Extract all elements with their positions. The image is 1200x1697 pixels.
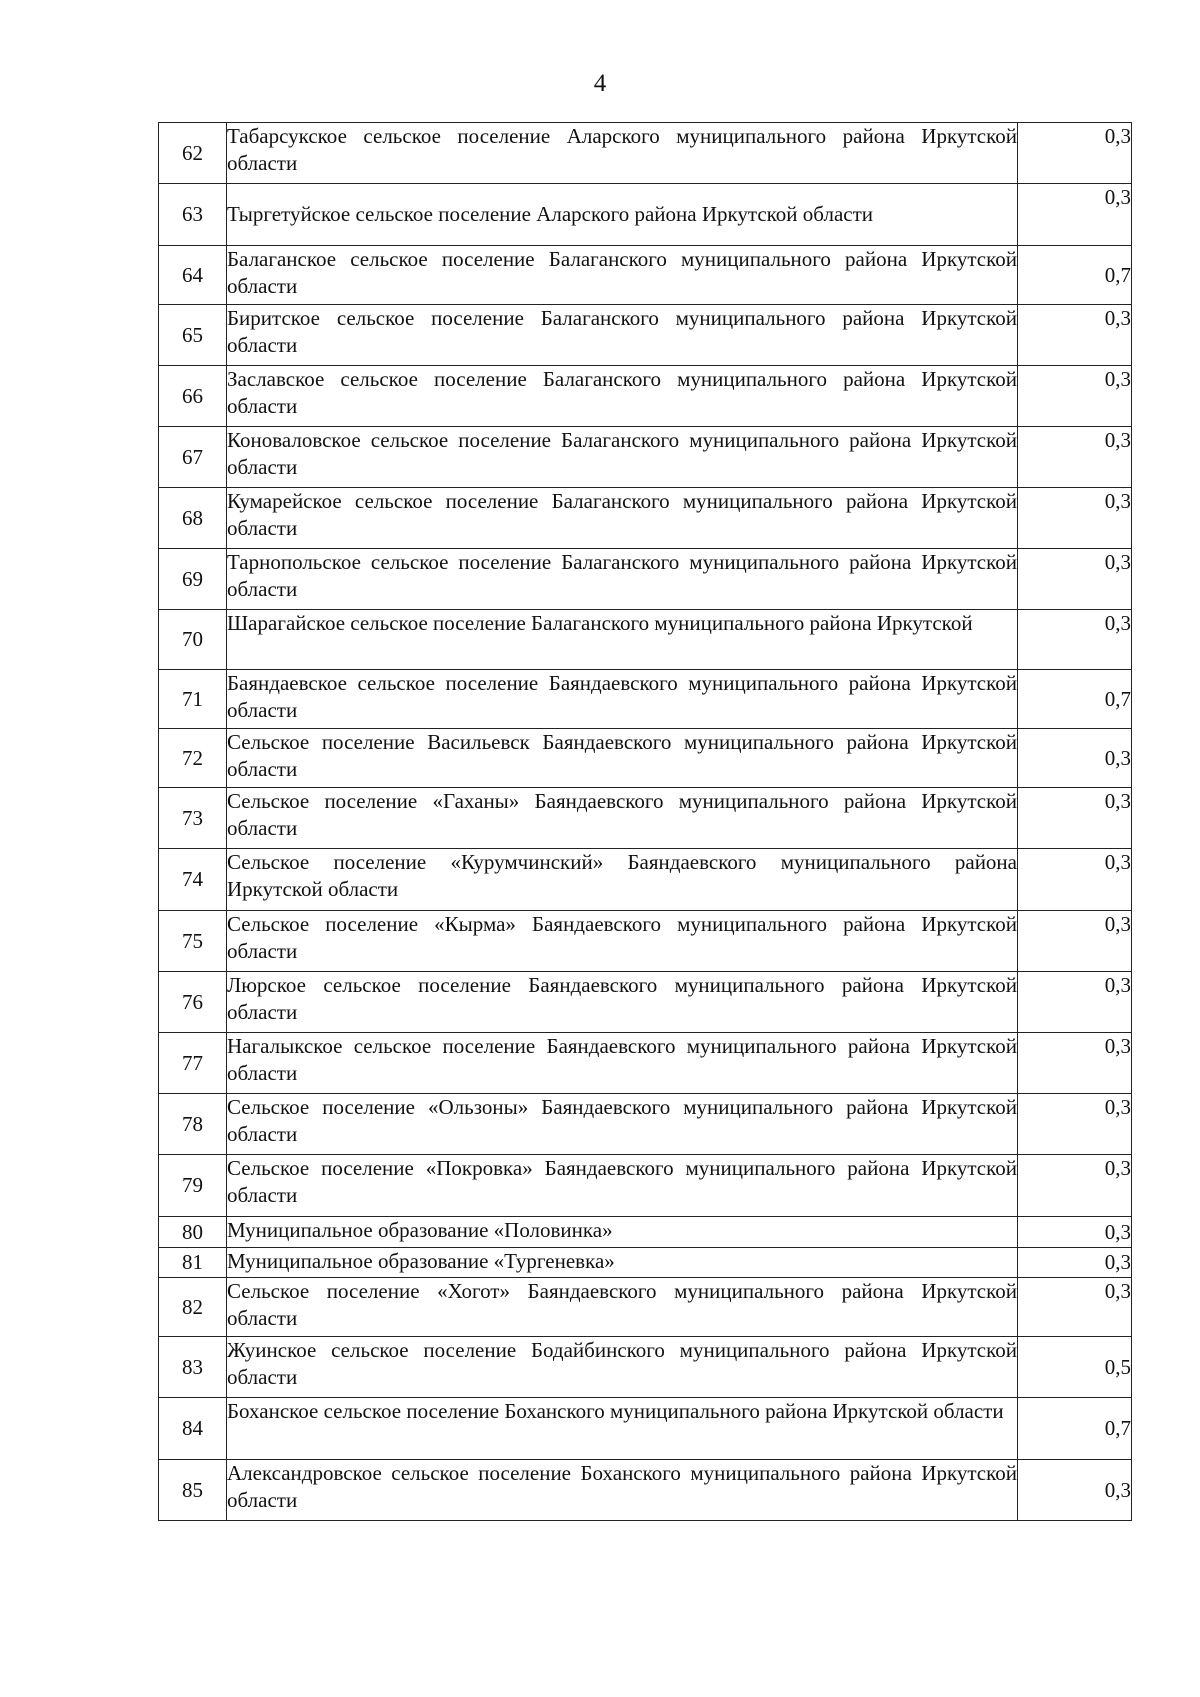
- table-row: [159, 729, 1132, 788]
- settlement-name: Сельское поселение «Гаханы» Баяндаевского муниципального района Иркутской области: [227, 788, 1018, 849]
- settlement-name: Табарсукское сельское поселение Аларского муниципального района Иркутской области: [227, 123, 1018, 184]
- settlement-name: Тыргетуйское сельское поселение Аларского района Иркутской области: [227, 184, 1018, 246]
- row-value: 0,3: [1018, 184, 1132, 246]
- row-number: 77: [159, 1033, 227, 1094]
- row-value: 0,3: [1018, 488, 1132, 549]
- table-row: [159, 366, 1132, 427]
- settlement-name: Кумарейское сельское поселение Балаганского муниципального района Иркутской области: [227, 488, 1018, 549]
- table-row: [159, 670, 1132, 729]
- table-row: [159, 788, 1132, 849]
- row-value: 0,3: [1018, 610, 1132, 670]
- row-value: 0,3: [1018, 911, 1132, 972]
- settlement-name: Заславское сельское поселение Балаганского муниципального района Иркутской области: [227, 366, 1018, 427]
- settlement-name: Нагалыкское сельское поселение Баяндаевского муниципального района Иркутской области: [227, 1033, 1018, 1094]
- settlement-name: Сельское поселение «Хогот» Баяндаевского муниципального района Иркутской области: [227, 1278, 1018, 1337]
- row-number: 83: [159, 1337, 227, 1398]
- table-row: [159, 488, 1132, 549]
- row-value: 0,3: [1018, 788, 1132, 849]
- row-value: 0,3: [1018, 427, 1132, 488]
- table-row: [159, 1094, 1132, 1155]
- row-value: 0,3: [1018, 366, 1132, 427]
- row-number: 65: [159, 305, 227, 366]
- settlement-name: Сельское поселение Васильевск Баяндаевского муниципального района Иркутской области: [227, 729, 1018, 788]
- table-row: [159, 1337, 1132, 1398]
- row-value: 0,7: [1018, 670, 1132, 729]
- settlement-name: Муниципальное образование «Половинка»: [227, 1217, 1018, 1248]
- row-number: 73: [159, 788, 227, 849]
- table-row: [159, 1033, 1132, 1094]
- row-value: 0,7: [1018, 246, 1132, 305]
- settlement-name: Боханское сельское поселение Боханского муниципального района Иркутской области: [227, 1398, 1018, 1460]
- table-row: [159, 1398, 1132, 1460]
- settlement-name: Сельское поселение «Кырма» Баяндаевского муниципального района Иркутской области: [227, 911, 1018, 972]
- row-number: 84: [159, 1398, 227, 1460]
- row-number: 70: [159, 610, 227, 670]
- row-value: 0,3: [1018, 1460, 1132, 1521]
- settlement-name: Александровское сельское поселение Боханского муниципального района Иркутской области: [227, 1460, 1018, 1521]
- row-number: 80: [159, 1217, 227, 1248]
- table-row: [159, 849, 1132, 911]
- row-number: 63: [159, 184, 227, 246]
- settlement-name: Сельское поселение «Курумчинский» Баяндаевского муниципального района Иркутской области: [227, 849, 1018, 911]
- table-row: [159, 427, 1132, 488]
- settlement-name: Тарнопольское сельское поселение Балаганского муниципального района Иркутской области: [227, 549, 1018, 610]
- settlement-name: Балаганское сельское поселение Балаганского муниципального района Иркутской области: [227, 246, 1018, 305]
- settlements-table: [158, 122, 1132, 1521]
- row-value: 0,3: [1018, 849, 1132, 911]
- row-number: 67: [159, 427, 227, 488]
- row-number: 68: [159, 488, 227, 549]
- row-number: 85: [159, 1460, 227, 1521]
- table-row: [159, 911, 1132, 972]
- table-row: [159, 1217, 1132, 1248]
- row-number: 82: [159, 1278, 227, 1337]
- row-value: 0,3: [1018, 1217, 1132, 1248]
- row-number: 71: [159, 670, 227, 729]
- row-number: 78: [159, 1094, 227, 1155]
- row-value: 0,3: [1018, 1094, 1132, 1155]
- settlement-name: Баяндаевское сельское поселение Баяндаевского муниципального района Иркутской области: [227, 670, 1018, 729]
- settlement-name: Жуинское сельское поселение Бодайбинского муниципального района Иркутской области: [227, 1337, 1018, 1398]
- row-value: 0,3: [1018, 1155, 1132, 1217]
- settlement-name: Сельское поселение «Покровка» Баяндаевского муниципального района Иркутской области: [227, 1155, 1018, 1217]
- row-value: 0,3: [1018, 729, 1132, 788]
- row-number: 62: [159, 123, 227, 184]
- row-value: 0,3: [1018, 305, 1132, 366]
- row-number: 64: [159, 246, 227, 305]
- row-value: 0,7: [1018, 1398, 1132, 1460]
- row-value: 0,3: [1018, 1248, 1132, 1278]
- table-row: [159, 184, 1132, 246]
- row-number: 79: [159, 1155, 227, 1217]
- settlement-name: Биритское сельское поселение Балаганского муниципального района Иркутской области: [227, 305, 1018, 366]
- row-number: 81: [159, 1248, 227, 1278]
- table-row: [159, 246, 1132, 305]
- row-value: 0,3: [1018, 972, 1132, 1033]
- table-row: [159, 1248, 1132, 1278]
- row-number: 69: [159, 549, 227, 610]
- table-row: [159, 305, 1132, 366]
- settlement-name: Муниципальное образование «Тургеневка»: [227, 1248, 1018, 1278]
- table-row: [159, 1155, 1132, 1217]
- row-number: 72: [159, 729, 227, 788]
- row-value: 0,5: [1018, 1337, 1132, 1398]
- settlement-name: Шарагайское сельское поселение Балаганского муниципального района Иркутской: [227, 610, 1018, 670]
- settlement-name: Люрское сельское поселение Баяндаевского муниципального района Иркутской области: [227, 972, 1018, 1033]
- settlement-name: Коноваловское сельское поселение Балаганского муниципального района Иркутской области: [227, 427, 1018, 488]
- row-value: 0,3: [1018, 1033, 1132, 1094]
- row-number: 75: [159, 911, 227, 972]
- table-row: [159, 1278, 1132, 1337]
- table-row: [159, 1460, 1132, 1521]
- table-row: [159, 610, 1132, 670]
- settlement-name: Сельское поселение «Ользоны» Баяндаевского муниципального района Иркутской области: [227, 1094, 1018, 1155]
- row-value: 0,3: [1018, 123, 1132, 184]
- row-value: 0,3: [1018, 549, 1132, 610]
- row-number: 66: [159, 366, 227, 427]
- row-number: 76: [159, 972, 227, 1033]
- row-value: 0,3: [1018, 1278, 1132, 1337]
- table-row: [159, 549, 1132, 610]
- page-number: 4: [593, 70, 607, 97]
- table-row: [159, 123, 1132, 184]
- settlements-table-body: [159, 123, 1132, 1521]
- table-row: [159, 972, 1132, 1033]
- row-number: 74: [159, 849, 227, 911]
